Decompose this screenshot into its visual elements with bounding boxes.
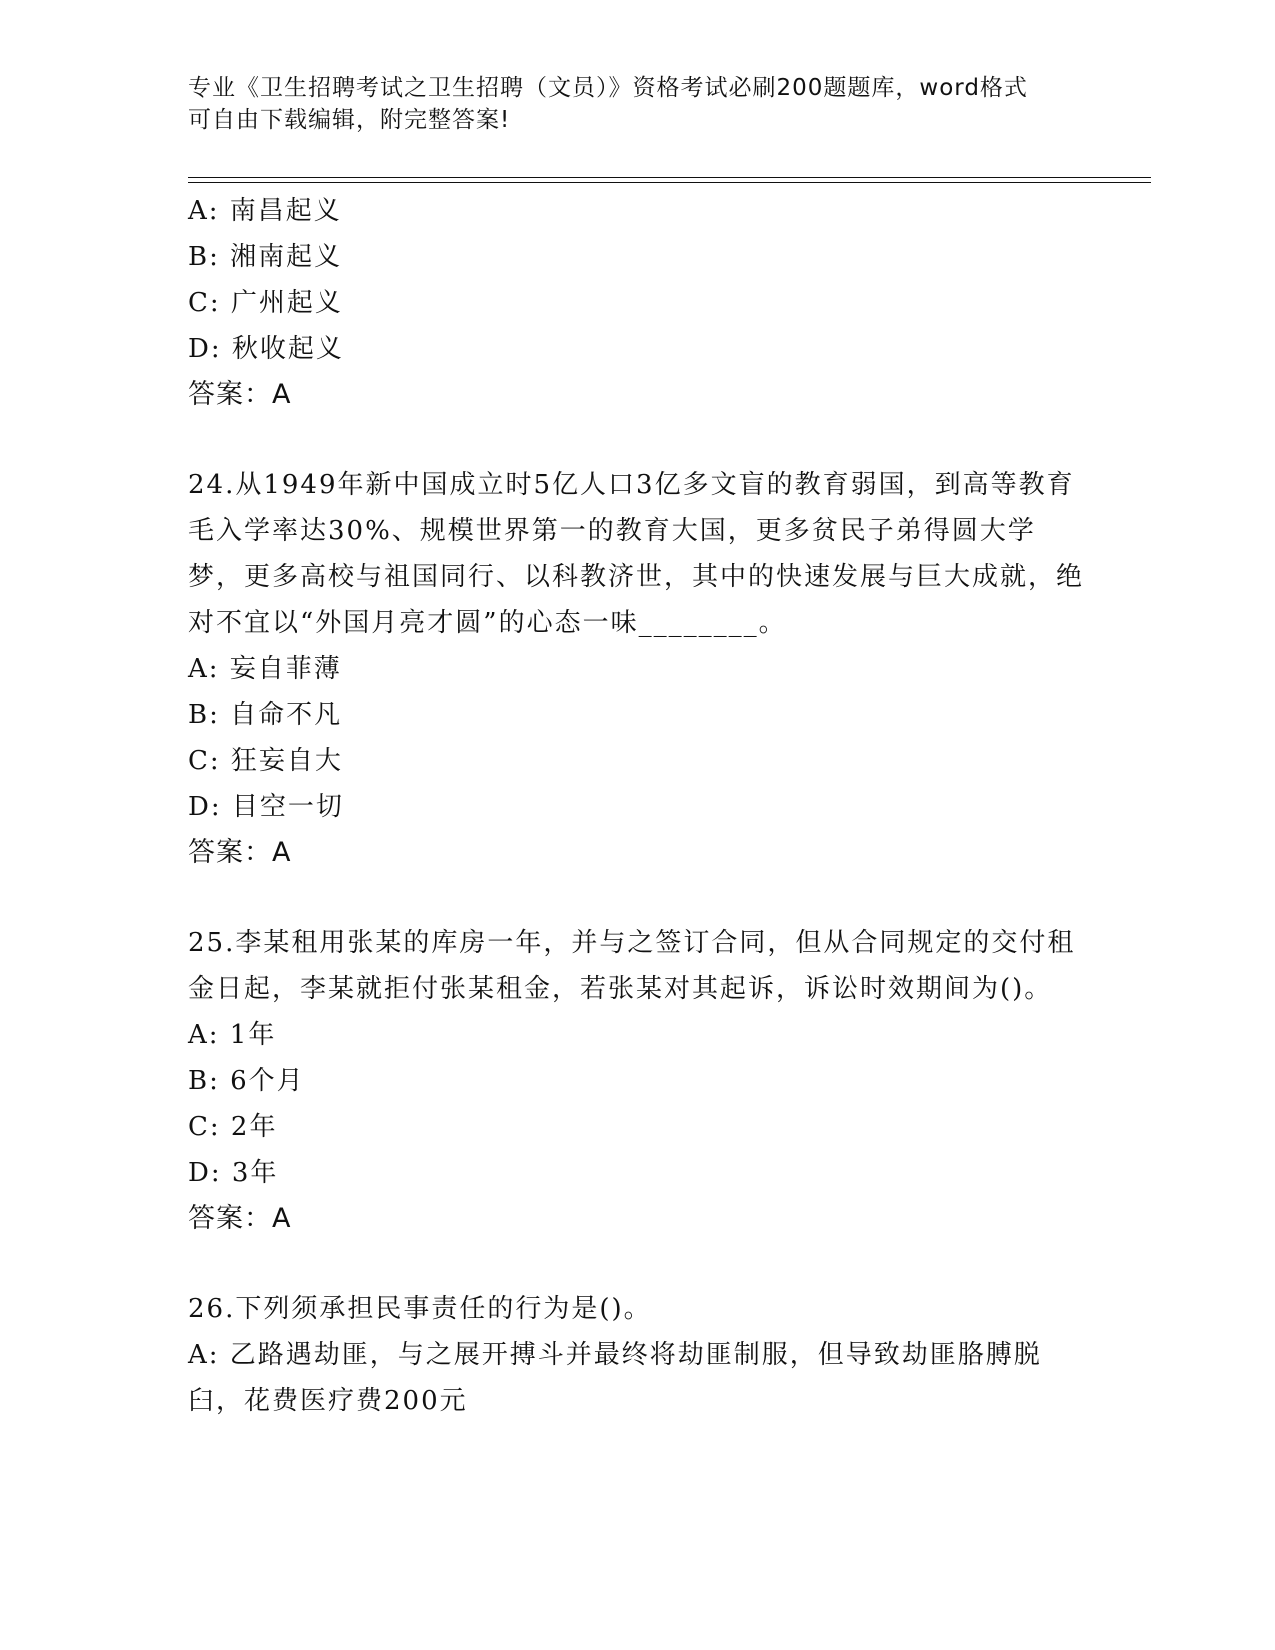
header-title-line-1: 专业《卫生招聘考试之卫生招聘（文员）》资格考试必刷200题题库，word格式: [188, 75, 1028, 101]
option-a: A: 南昌起义: [188, 196, 342, 226]
option-a: A: 1年: [188, 1020, 277, 1050]
answer-line: 答案：A: [188, 837, 292, 868]
question-25-block: [188, 920, 1088, 1242]
header-title-line-2: 可自由下载编辑，附完整答案!: [188, 107, 511, 133]
option-a: A: 妄自菲薄: [188, 654, 342, 684]
option-c: C: 狂妄自大: [188, 746, 343, 776]
question-text: 25.李某租用张某的库房一年，并与之签订合同，但从合同规定的交付租金日起，李某就拒付张某租金，若张某对其起诉，诉讼时效期间为()。: [188, 928, 1076, 1004]
question-text: 26.下列须承担民事责任的行为是()。: [188, 1294, 652, 1324]
answer-line: 答案：A: [188, 379, 292, 410]
header-rule-bottom: [188, 182, 1151, 183]
question-24-block: [188, 462, 1088, 876]
option-a: A: 乙路遇劫匪，与之展开搏斗并最终将劫匪制服，但导致劫匪胳膊脱臼，花费医疗费200元: [188, 1340, 1042, 1416]
option-d: D: 秋收起义: [188, 334, 344, 364]
option-c: C: 广州起义: [188, 288, 343, 318]
question-26-block: [188, 1286, 1088, 1424]
document-body: [188, 188, 1088, 1424]
option-b: B: 自命不凡: [188, 700, 343, 730]
option-c: C: 2年: [188, 1112, 278, 1142]
answer-line: 答案：A: [188, 1203, 292, 1234]
prev-question-block: [188, 188, 1088, 418]
header-rule-top: [188, 177, 1151, 178]
option-d: D: 3年: [188, 1158, 279, 1188]
option-b: B: 湘南起义: [188, 242, 343, 272]
option-d: D: 目空一切: [188, 792, 344, 822]
option-b: B: 6个月: [188, 1066, 305, 1096]
page-header: [188, 72, 1068, 136]
question-text: 24.从1949年新中国成立时5亿人口3亿多文盲的教育弱国，到高等教育毛入学率达30%、规模世界第一的教育大国，更多贫民子弟得圆大学梦，更多高校与祖国同行、以科教济世，其中的快速发展与巨大成就，绝对不宜以“外国月亮才圆”的心态一味________。: [188, 470, 1085, 638]
